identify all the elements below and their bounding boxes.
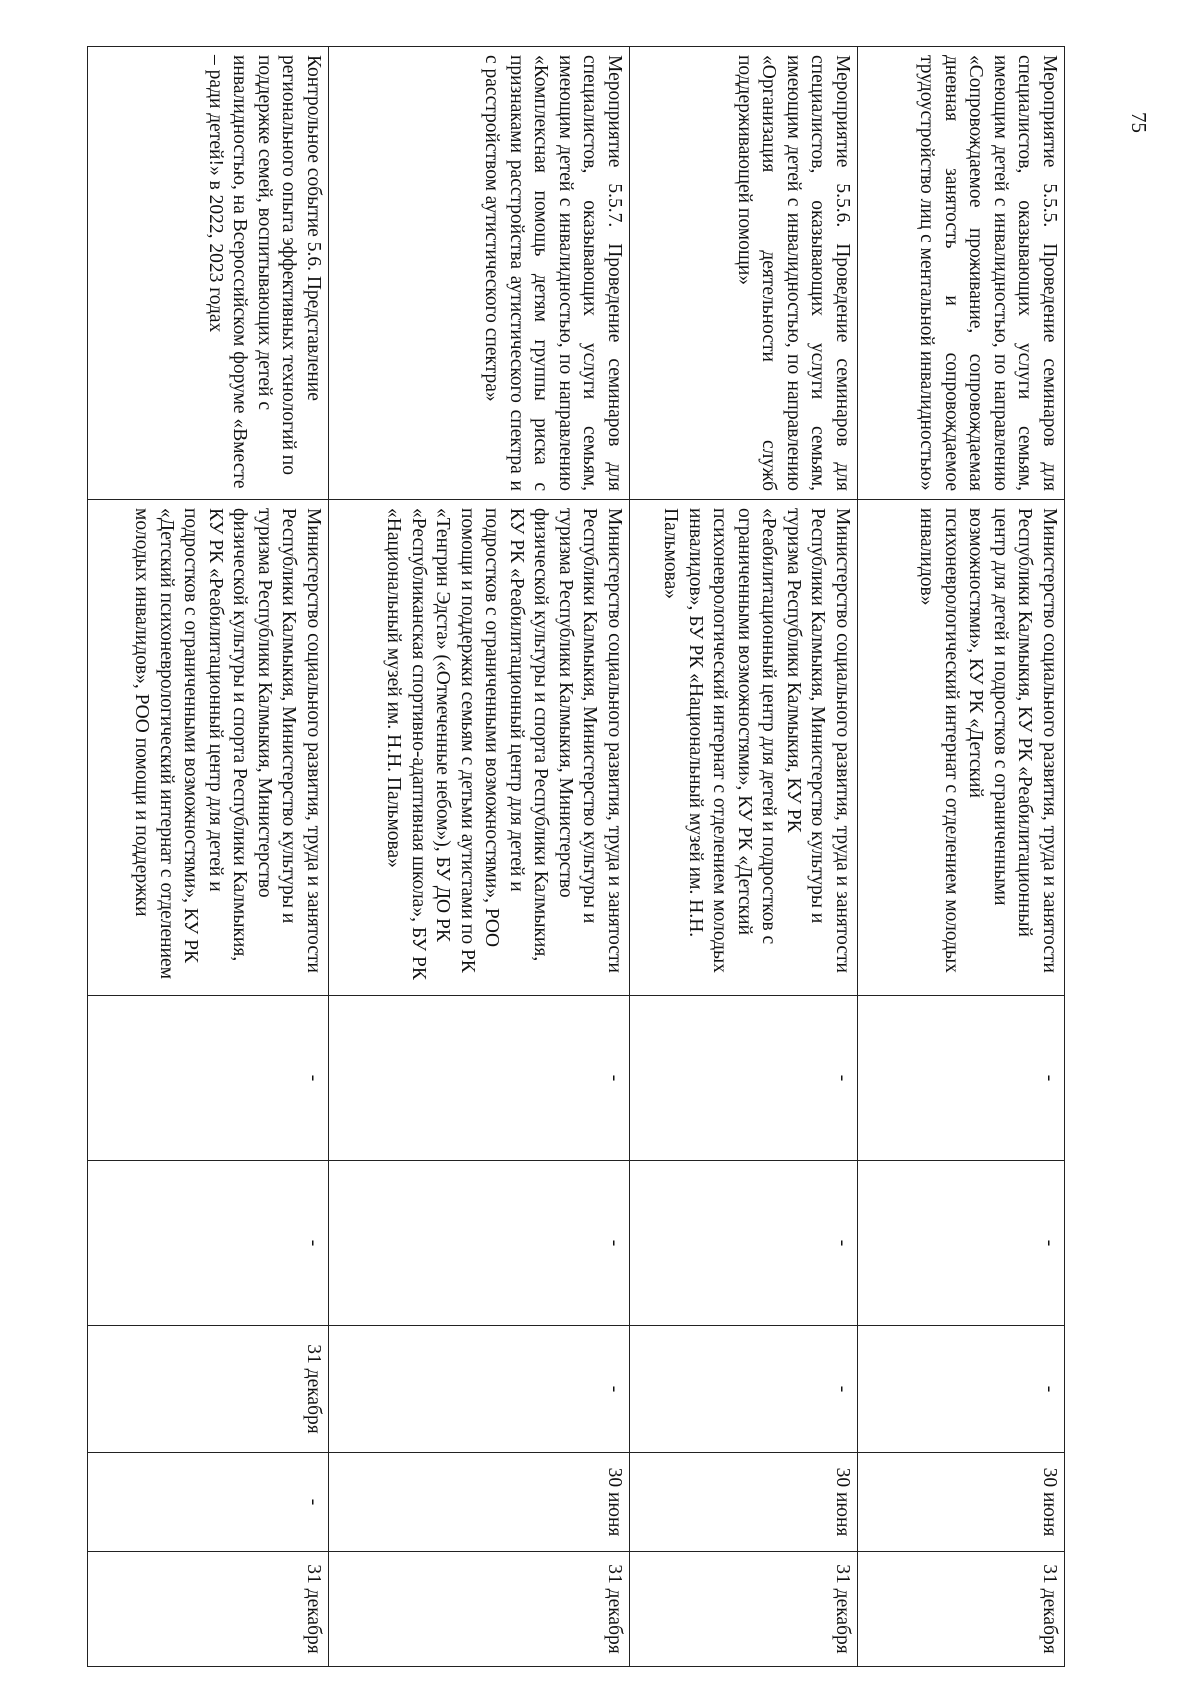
deadline-cell: - <box>858 1161 1065 1326</box>
table-row <box>329 47 630 1667</box>
executors-cell: Министерство социального развития, труда и занятости Республики Калмыкия, Министерство культуры и туризма Республики Калмыкия, Министерство физической культуры и спорта Республики Калмыкия, КУ РК «Реабилитационный центр для детей и подростков с ограниченными возможностями», РОО помощи и поддержки семьям с детьми аутистами по РК «Тенгрин Эдста» («Отмеченные небом»), БУ ДО РК «Республиканская спортивно-адаптивная школа», БУ РК «Национальный музей им. Н.Н. Пальмова» <box>329 500 630 996</box>
table-row <box>630 47 858 1667</box>
activity-plan-table <box>87 46 1065 1667</box>
deadline-cell: 30 июня <box>858 1453 1065 1552</box>
deadline-cell: - <box>630 1161 858 1326</box>
deadline-cell: - <box>858 1326 1065 1453</box>
deadline-cell: - <box>630 1326 858 1453</box>
deadline-cell: - <box>88 1161 329 1326</box>
executors-cell: Министерство социального развития, труда и занятости Республики Калмыкия, КУ РК «Реабилитационный центр для детей и подростков с ограниченными возможностями», КУ РК «Детский психоневрологический интернат с отделением молодых инвалидов» <box>858 500 1065 996</box>
deadline-cell: 31 декабря <box>88 1552 329 1667</box>
deadline-cell: - <box>88 996 329 1161</box>
deadline-cell: 31 декабря <box>630 1552 858 1667</box>
deadline-cell: - <box>88 1453 329 1552</box>
activity-name-cell: Мероприятие 5.5.7. Проведение семинаров для специалистов, оказывающих услуги семьям, имеющим детей с инвалидностью, по направлению «Комплексная помощь детям группы риска с признаками расстройства аутистического спектра и с расстройством аутистического спектра» <box>329 47 630 500</box>
control-event-cell: Контрольное событие 5.6. Представление регионального опыта эффективных технологий по поддержке семей, воспитывающих детей с инвалидностью, на Всероссийском форуме «Вместе – ради детей!» в 2022, 2023 годах <box>88 47 329 500</box>
deadline-cell: 31 декабря <box>329 1552 630 1667</box>
deadline-cell: - <box>329 996 630 1161</box>
executors-cell: Министерство социального развития, труда и занятости Республики Калмыкия, Министерство культуры и туризма Республики Калмыкия, КУ РК «Реабилитационный центр для детей и подростков с ограниченными возможностями», КУ РК «Детский психоневрологический интернат с отделением молодых инвалидов», БУ РК «Национальный музей им. Н.Н. Пальмова» <box>630 500 858 996</box>
activity-name-cell: Мероприятие 5.5.5. Проведение семинаров для специалистов, оказывающих услуги семьям, имеющим детей с инвалидностью, по направлению «Сопровождаемое проживание, сопровождаемая дневная занятость и сопровождаемое трудоустройство лиц с ментальной инвалидностью» <box>858 47 1065 500</box>
page-number: 75 <box>1127 112 1151 133</box>
deadline-cell: - <box>329 1161 630 1326</box>
activity-name-cell: Мероприятие 5.5.6. Проведение семинаров для специалистов, оказывающих услуги семьям, имеющим детей с инвалидностью, по направлению «Организация деятельности служб поддерживающей помощи» <box>630 47 858 500</box>
table-row <box>88 47 329 1667</box>
deadline-cell: 30 июня <box>329 1453 630 1552</box>
table-row <box>858 47 1065 1667</box>
deadline-cell: 31 декабря <box>858 1552 1065 1667</box>
deadline-cell: - <box>630 996 858 1161</box>
deadline-cell: 31 декабря <box>88 1326 329 1453</box>
rotated-table-frame <box>88 46 1065 1666</box>
deadline-cell: - <box>858 996 1065 1161</box>
executors-cell: Министерство социального развития, труда и занятости Республики Калмыкия, Министерство культуры и туризма Республики Калмыкия, Министерство физической культуры и спорта Республики Калмыкия, КУ РК «Реабилитационный центр для детей и подростков с ограниченными возможностями», КУ РК «Детский психоневрологический интернат с отделением молодых инвалидов», РОО помощи и поддержки <box>88 500 329 996</box>
deadline-cell: 30 июня <box>630 1453 858 1552</box>
deadline-cell: - <box>329 1326 630 1453</box>
